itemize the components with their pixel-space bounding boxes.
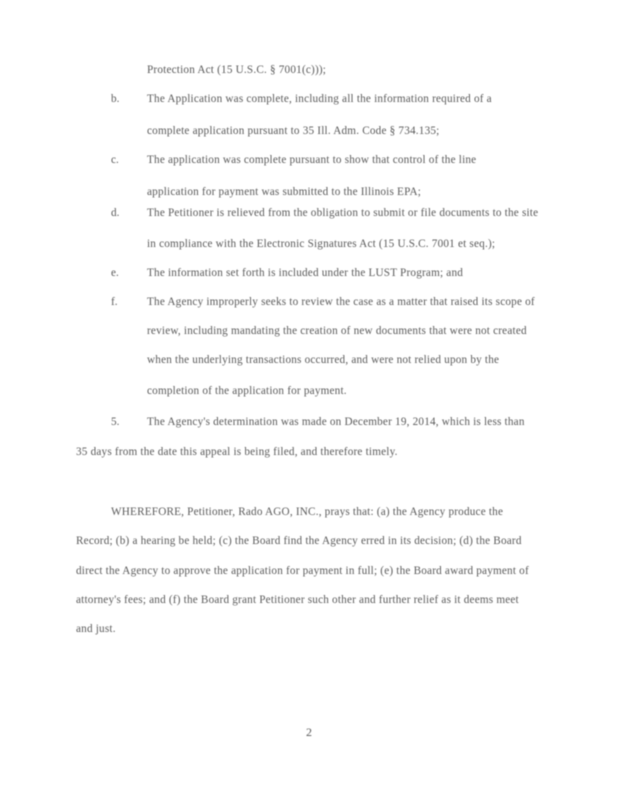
text-line: and just. xyxy=(76,623,116,635)
text-line: Protection Act (15 U.S.C. § 7001(c))); xyxy=(147,64,327,76)
list-marker: e. xyxy=(111,267,119,279)
text-line: The information set forth is included under the LUST Program; and xyxy=(147,267,464,279)
text-line: when the underlying transactions occurred, and were not relied upon by the xyxy=(147,354,500,366)
text-line: complete application pursuant to 35 Ill. Adm. Code § 734.135; xyxy=(147,125,440,137)
list-marker: b. xyxy=(111,93,120,105)
text-line: in compliance with the Electronic Signatures Act (15 U.S.C. 7001 et seq.); xyxy=(147,238,496,250)
text-line: direct the Agency to approve the application for payment in full; (e) the Board award payment of xyxy=(76,565,529,577)
page-number: 2 xyxy=(306,725,312,739)
text-line: WHEREFORE, Petitioner, Rado AGO, INC., prays that: (a) the Agency produce the xyxy=(111,506,504,518)
text-line: review, including mandating the creation of new documents that were not created xyxy=(147,325,527,337)
text-line: application for payment was submitted to the Illinois EPA; xyxy=(147,186,422,198)
list-marker: d. xyxy=(111,207,120,219)
text-line: Record; (b) a hearing be held; (c) the Board find the Agency erred in its decision; (d) the Board xyxy=(76,535,522,547)
text-line: completion of the application for payment. xyxy=(147,385,347,397)
list-marker: 5. xyxy=(111,416,120,428)
text-line: The Agency's determination was made on December 19, 2014, which is less than xyxy=(147,416,525,428)
text-line: The application was complete pursuant to show that control of the line xyxy=(147,154,477,166)
text-line: The Petitioner is relieved from the obligation to submit or file documents to the site xyxy=(147,207,539,219)
text-line: The Agency improperly seeks to review the case as a matter that raised its scope of xyxy=(147,296,535,308)
list-marker: f. xyxy=(111,296,118,308)
list-marker: c. xyxy=(111,154,119,166)
text-line: attorney's fees; and (f) the Board grant Petitioner such other and further relief as it deems meet xyxy=(76,594,519,606)
text-line: 35 days from the date this appeal is being filed, and therefore timely. xyxy=(76,446,398,458)
text-line: The Application was complete, including all the information required of a xyxy=(147,93,492,105)
